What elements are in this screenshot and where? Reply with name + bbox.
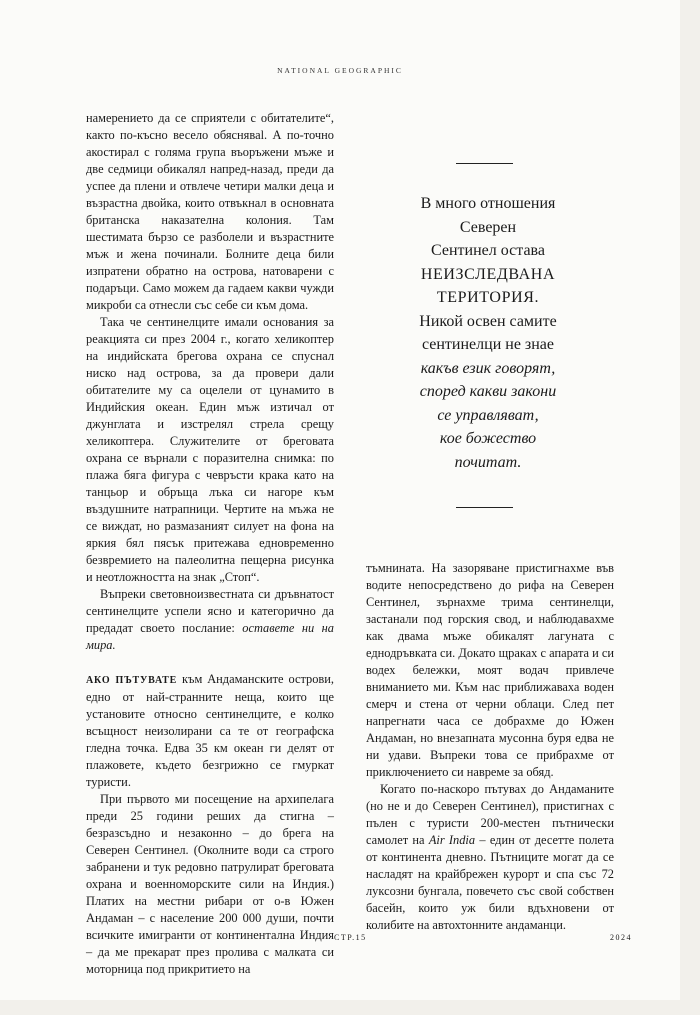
pull-quote-rule-bottom — [456, 507, 513, 508]
pull-quote-rule-top — [456, 163, 513, 164]
paragraph-3-text: Въпреки световноизвестната си дръвнатост сентинелците успели ясно и категорично да предадат своето послание: — [86, 587, 334, 635]
airline-name: Air India — [428, 833, 476, 847]
left-text-column — [86, 110, 334, 978]
paragraph-4 — [86, 671, 334, 791]
paragraph-1: намерението да се сприятели с обитателите“, както по-късно весело обясняваl. А по-точно акостирал с голяма група въоръжени мъже и две седмици обикалял напред-назад, преди да успее да плени и отвлече четири малки деца и възрастна двойка, които отвъкнал в основната британска наказателна колония. Там шестимата бързо се разболели и възрастните мъж и жена починали. Болните деца били изпратени обратно на острова, натоварени с подаръци. Само можем да гадаем какви чужди микроби са отнесли със себе си към дома. — [86, 111, 334, 312]
pull-quote-line: според какви закони — [419, 383, 557, 400]
pull-quote — [376, 192, 600, 474]
paragraph-3 — [86, 586, 334, 654]
pull-quote-line: Северен — [459, 218, 517, 236]
paragraph-7-text-a: Когато по-наскоро пътувах до Андаманите (но не и до Северен Сентинел), пристигнах с пълен с туристи 200-местен пътнически самолет на — [366, 782, 614, 847]
pull-quote-line: какъв език говорят, — [420, 359, 556, 377]
section-lead-in: АКО ПЪТУВАТЕ — [86, 675, 178, 686]
paragraph-6: тъмнината. На зазоряване пристигнахме във водите непосредствено до рифа на Северен Сентинел, зърнахме трима сентинелци, застанали под горския свод, и наблюдавахме как двама мъже обикалят лагуната с еднодръвката си. Докато щраках с апарата и си водех бележки, моят водач привлече вниманието ми. Към нас приближаваха воден смерч и стена от черни облаци. След пет напрегнати часа се добрахме до Южен Андаман, но внезапната мусонна буря едва не ни удави. Въпреки това се прибрахме от приключението си навреме за обяд. — [366, 561, 614, 779]
paragraph-7-text-b: – един от десетте полета от континента дневно. Пътниците могат да се насладят на крайбрежен курорт и спа със 72 луксозни бунгала, повечето със свой собствен басейн, които уж били вдъхновени от колибите на автохтонните андаманци. — [366, 833, 614, 932]
pull-quote-line: НЕИЗСЛЕДВАНА — [420, 265, 556, 283]
pull-quote-line: се управляват, — [437, 406, 539, 424]
pull-quote-line: Сентинел остава — [431, 242, 545, 259]
paragraph-2: Така че сентинелците имали основания за реакцията си през 2004 г., когато хеликоптер на индийската брегова охрана се спуснал ниско над острова, за да провери дали обитателите му са оцелели от цунамито в Индийския океан. Един мъж изтичал от джунглата и изстрелял стрела срещу хеликоптера. Служителите от бреговата охрана се върнали с поразителна снимка: по плажа бяга фигура с чевръсти крака като на танцьор и обръща лъка си нагоре към въздушните натрапници. Чертите на мъжа не се виждат, но размазаният силует на фона на яркия бял пясък притежава едновременно безвремието на палеолитна пещерна рисунка и неотложността на знак „Стоп“. — [86, 315, 334, 584]
pull-quote-line: Никой освен самите — [419, 312, 557, 330]
paragraph-5: При първото ми посещение на архипелага преди 25 години реших да стигна – безразсъдно и незаконно – до брега на Северен Сентинел. (Околните води са строго забранени и тук редовно патрулират бреговата охрана и военноморските сили на Индия.) Платих на местни рибари от о-в Южен Андаман – с население 200 000 души, почти всичките имигранти от континентална Индия – да ме прекарат през пролива с малката си моторница под прикритието на — [86, 792, 334, 976]
issue-year: 2024 — [610, 933, 632, 942]
running-header: NATIONAL GEOGRAPHIC — [277, 66, 403, 75]
pull-quote-line: ТЕРИТОРИЯ. — [436, 289, 540, 306]
right-text-column — [366, 560, 614, 934]
paragraph-3-emphasis: оставете ни на мира. — [86, 621, 334, 652]
page-number: СТР.15 — [334, 933, 367, 942]
pull-quote-line: В много отношения — [420, 195, 556, 212]
pull-quote-line: сентинелци не знае — [421, 336, 555, 353]
pull-quote-line: почитат. — [454, 453, 522, 471]
paragraph-7 — [366, 781, 614, 934]
paragraph-4-text: към Андаманските острови, едно от най-странните неща, които ще установите относно сентинелците, е колко всъщност неизолирани са те от географска гледна точка. Едва 35 км океан ги делят от плажовете, където безгрижно се гмуркат туристи. — [86, 672, 335, 789]
pull-quote-line: кое божество — [439, 430, 537, 447]
